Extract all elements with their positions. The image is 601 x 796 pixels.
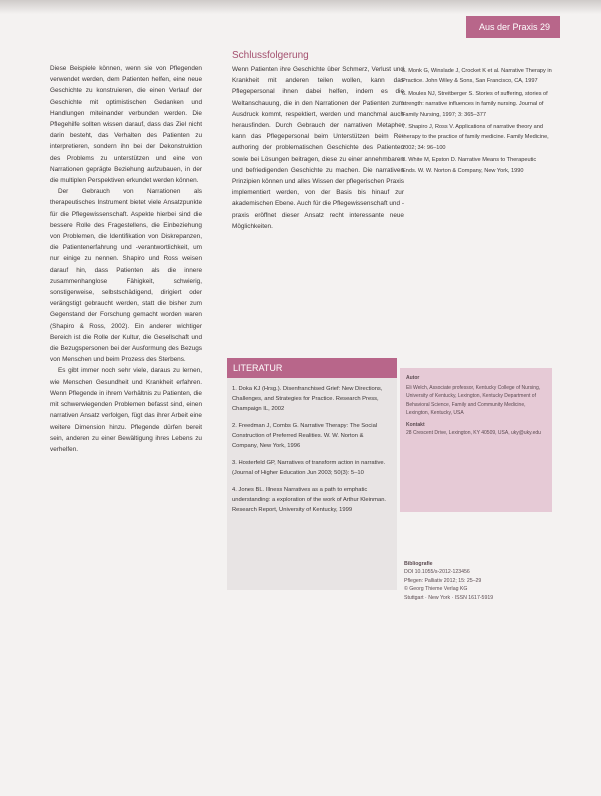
column-3-references — [402, 66, 552, 178]
author-label: Autor — [406, 375, 420, 381]
conclusion-heading: Schlussfolgerung — [232, 50, 309, 61]
author-address-label: Kontakt — [406, 422, 425, 429]
conclusion-paragraph: Wenn Patienten ihre Geschichte über Schmerz, Verlust und Krankheit mit anderen teilen wollen, kann das Pflegepersonal ihnen dabei helfen, indem es die Weltanschauung, die in den Narrationen der Patienten zum Ausdruck kommt, respektiert, werden und manchmal auch herausfinden. Durch Gebrauch der narrativen Metapher kann das Pflegepersonal beim Unterstützen beim Re-authoring der problematischen Geschichte des Patienten sowie bei Lösungen beitragen, diese zu einer annehmbaren und befriedigenden Geschichte zu machen. Die narrativen Prinzipien können und alles Wissen der pflegerischen Praxis implementiert werden, von der Basis bis hinauf zur akademischen Ebene. Auch für die Pflegewissenschaft und -praxis eröffnet dieser Ansatz recht interessante neue Möglichkeiten. — [232, 66, 404, 230]
section-label: Aus der Praxis — [478, 22, 538, 32]
author-address: 28 Crescent Drive, Lexington, KY 40509, USA, uky@uky.edu — [406, 430, 541, 437]
bibliography-line: DOI 10.1055/s-2012-123456 — [404, 569, 470, 576]
page-number: 29 — [539, 22, 550, 32]
column1-paragraph: Diese Beispiele können, wenn sie von Pflegenden verwendet werden, dem Patienten helfen, eine neue Geschichte zu konstruieren, die einen Verlauf der Geschichte mit optimistischen Gedanken und Handlungen miteinander verbunden werden. Die Pflegehilfe sollten wissen darauf, dass das Ziel nicht darin besteht, das Verhalten des Patienten zu interpretieren, sondern ihn bei der Dekonstruktion des Problems zu unterstützen und eine von Narrationen geprägte Beziehung aufzubauen, in der die multiplen Perspektiven erkundet werden können. — [50, 65, 202, 185]
literature-item: 4. Jones BL. Illness Narratives as a path to emphatic understanding: a exploration of the work of Arthur Kleinman. Research Report, University of Kentucky, 1999 — [232, 487, 387, 513]
reference-item: 5. Monk G, Winslade J, Crocket K et al. Narrative Therapy in Practice. John Wiley & Sons, San Francisco, CA, 1997 — [402, 68, 552, 85]
section-header-tab — [466, 16, 560, 38]
literature-item: 2. Freedman J, Combs G. Narrative Therapy: The Social Construction of Preferred Realities. W. W. Norton & Company, New York, 1996 — [232, 423, 378, 449]
bibliography-line: © Georg Thieme Verlag KG — [404, 586, 468, 593]
author-bio: Eli Welch, Associate professor, Kentucky College of Nursing, University of Kentucky, Lexington, Kentucky Department of Behavioral Science, Family and Community Medicine, Lexington, Kentucky, USA — [406, 385, 541, 416]
column-2 — [232, 50, 404, 232]
page-top-shadow — [0, 0, 601, 14]
reference-item: 8. White M, Epston D. Narrative Means to Therapeutic Ends. W. W. Norton & Company, New York, 1990 — [402, 157, 537, 174]
literature-item: 1. Doka KJ (Hrsg.). Disenfranchised Grief: New Directions, Challenges, and Strategies for Practice. Research Press, Champaign IL, 2002 — [232, 386, 383, 412]
bibliography-heading: Bibliografie — [404, 561, 433, 567]
bibliography-line: Stuttgart · New York · ISSN 1617-5919 — [404, 594, 494, 601]
bibliography-info — [404, 560, 554, 602]
author-info — [406, 374, 546, 437]
column1-paragraph: Der Gebrauch von Narrationen als therapeutisches Instrument bietet viele Ansatzpunkte für die Pflegewissenschaft. Aspekte hierbei sind die bessere Rolle des Fragestellens, die Einbeziehung von Problemen, die Identifikation von Diskrepanzen, die Patientenerfahrung und -verantwortlichkeit, um nur einige zu nennen. Shapiro und Ross weisen darauf hin, dass Patienten als die innere zusammenhanglose Fähigkeit, schwierig, sonstigerweise, selbstschädigend, dirigiert oder verängstigt gebraucht werden, statt die bisher zum Gegenstand der Forschung gemacht worden waren (Shapiro & Ross, 2002). Ein anderer wichtiger Bereich ist die Rolle der Kultur, die Gesellschaft und die Bezugspersonen bei der Ausformung des Bezugs von Menschen und beim Prozess des Sterbens. — [50, 188, 202, 364]
column-1 — [50, 63, 202, 455]
literature-heading: LITERATUR — [227, 358, 397, 378]
column1-paragraph: Es gibt immer noch sehr viele, daraus zu lernen, wie Menschen Gesundheit und Krankheit erfahren. Wenn Pflegende in ihrem Verhältnis zu Patienten, die mit schwerwiegenden Problemen befasst sind, einen narrativen Ansatz verfolgen, fügt das ihrer Arbeit eine weitere Dimension hinzu. Pflegende dürfen bereit sein, anderen zu einer Bewältigung ihres Lebens zu verhelfen. — [50, 367, 202, 453]
bibliography-line: Pflegen: Palliativ 2012; 15: 25–29 — [404, 577, 482, 584]
reference-item: 7. Shapiro J, Ross V. Applications of narrative theory and therapy to the practice of family medicine. Family Medicine, 2002; 34: 96–100 — [402, 124, 549, 151]
literature-list — [232, 384, 390, 522]
reference-item: 6. Moules NJ, Streitberger S. Stories of suffering, stories of strength: narrative influences in family nursing. Journal of Family Nursing, 1997; 3: 365–377 — [402, 90, 548, 118]
literature-item: 3. Hosterfeld GP, Narratives of transform action in narrative. (Journal of Higher Education Jun 2003; 50(3): 5–10 — [232, 460, 386, 476]
